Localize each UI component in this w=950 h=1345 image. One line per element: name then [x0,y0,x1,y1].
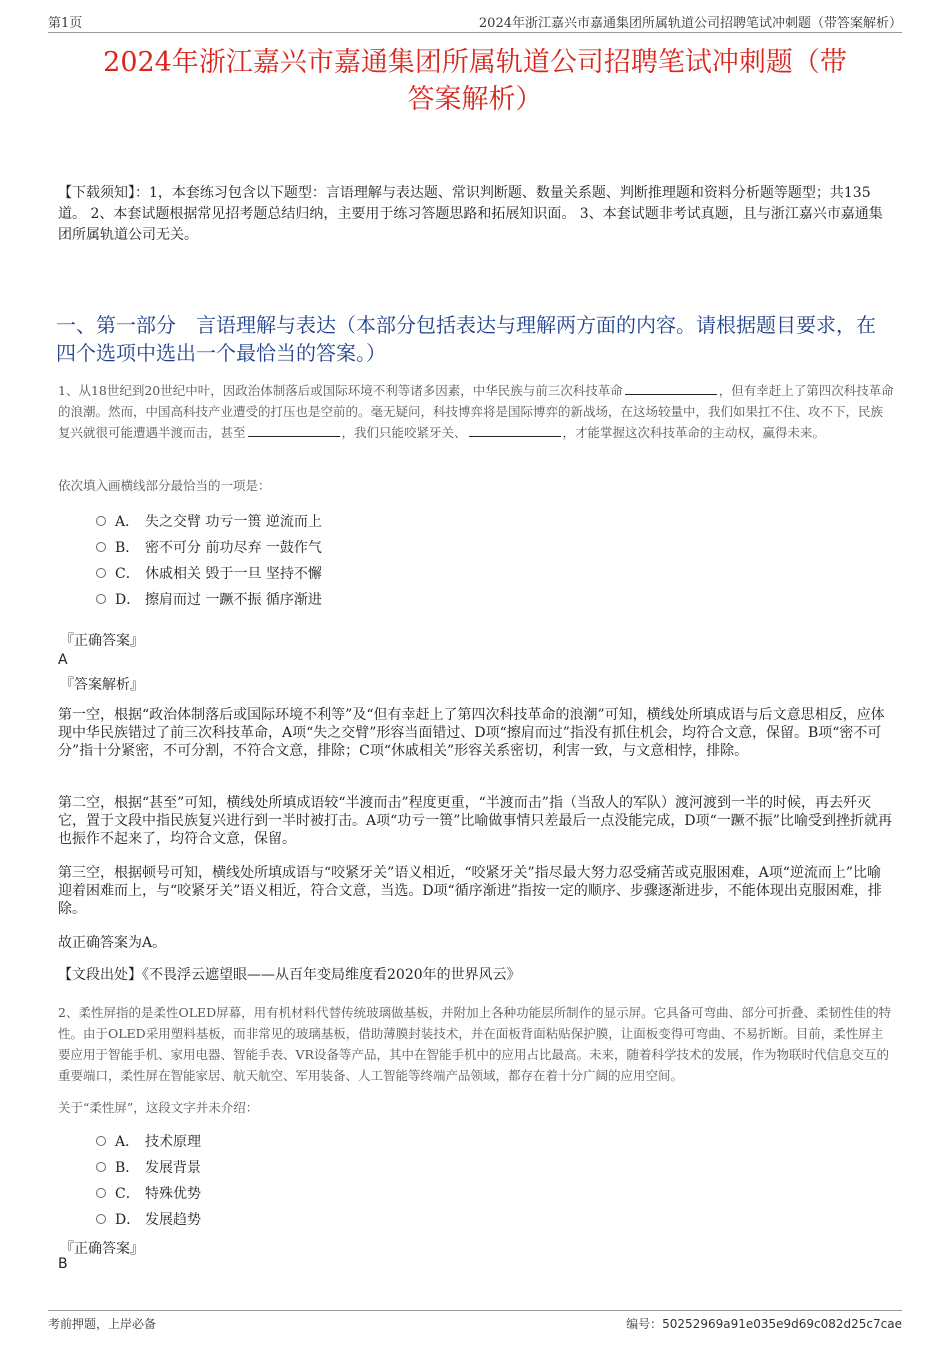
option-d[interactable]: D． 发展趋势 [96,1206,201,1232]
footer-divider [48,1310,902,1311]
analysis-paragraph-2: 第二空，根据“甚至”可知，横线处所填成语较“半渡而击”程度更重，“半渡而击”指（当敌人的军队）渡河渡到一半的时候，再去歼灭它，置于文段中指民族复兴进行到一半时被打击。A项“功亏一篑”比喻做事情只差最后一点没能完成，D项“一蹶不振”比喻受到挫折就再也振作不起来了，均符合文意，保留。 [58,795,892,847]
option-b[interactable]: B． 发展背景 [96,1154,201,1180]
question-2-options [96,1128,201,1232]
radio-icon[interactable] [96,1162,106,1172]
radio-icon[interactable] [96,516,106,526]
radio-icon[interactable] [96,1188,106,1198]
option-b[interactable]: B． 密不可分 前功尽弃 一鼓作气 [96,534,322,560]
radio-icon[interactable] [96,1214,106,1224]
title-line-2: 答案解析） [407,84,543,115]
fill-blank [469,423,561,437]
question-2-prompt: 关于“柔性屏”，这段文字并未介绍： [58,1100,259,1115]
radio-icon[interactable] [96,568,106,578]
question-2-stem: 2、柔性屏指的是柔性OLED屏幕，用有机材料代替传统玻璃做基板，并附加上各种功能层所制作的显示屏。它具备可弯曲、部分可折叠、柔韧性佳的特性。由于OLED采用塑料基板，而非常见的玻璃基板，借助薄膜封装技术，并在面板背面粘贴保护膜，让面板变得可弯曲、不易折断。目前，柔性屏主要应用于智能手机、家用电器、智能手表、VR设备等产品，其中在智能手机中的应用占比最高。未来，随着科学技术的发展，作为物联时代信息交互的重要端口，柔性屏在智能家居、航天航空、军用装备、人工智能等终端产品领域，都存在着十分广阔的应用空间。 [58,1005,892,1083]
title-line-1: 2024年浙江嘉兴市嘉通集团所属轨道公司招聘笔试冲刺题（带 [103,47,847,78]
analysis-paragraph-1: 第一空，根据“政治体制落后或国际环境不利等”及“但有幸赶上了第四次科技革命的浪潮”可知，横线处所填成语与后文意思相反，应体现中华民族错过了前三次科技革命，A项“失之交臂”形容当面错过、D项“擦肩而过”指没有抓住机会，均符合文意，保留。B项“密不可分”指十分紧密，不可分割，不符合文意，排除；C项“休戚相关”形容关系密切，利害一致，与文意相悖，排除。 [58,707,885,759]
radio-icon[interactable] [96,542,106,552]
analysis-label: 『答案解析』 [60,677,144,693]
correct-answer-label: 『正确答案』 [60,1241,144,1257]
footer-slogan: 考前押题，上岸必备 [48,1317,157,1331]
source-citation: 【文段出处】《不畏浮云遮望眼——从百年变局维度看2020年的世界风云》 [58,967,521,983]
question-1-stem: 1、从18世纪到20世纪中叶，因政治体制落后或国际环境不利等诸多因素，中华民族与前三次科技革命 ，但有幸赶上了第四次科技革命的浪潮。然而，中国高科技产业遭受的打压也是空前的。毫无疑问，科技博弈将是国际博弈的新战场，在这场较量中，我们如果扛不住、攻不下，民族复兴就很可能遭遇半渡而击，甚至 ，我们只能咬紧牙关、 ，才能掌握这次科技革命的主动权，赢得未来。 [58,383,894,440]
option-c[interactable]: C． 休戚相关 毁于一旦 坚持不懈 [96,560,322,586]
option-d[interactable]: D． 擦肩而过 一蹶不振 循序渐进 [96,586,322,612]
radio-icon[interactable] [96,1136,106,1146]
analysis-paragraph-3: 第三空，根据顿号可知，横线处所填成语与“咬紧牙关”语义相近，“咬紧牙关”指尽最大努力忍受痛苦或克服困难，A项“逆流而上”比喻迎着困难而上，与“咬紧牙关”语义相近，符合文意，当选。D项“循序渐进”指按一定的顺序、步骤逐渐进步，不能体现出克服困难，排除。 [58,865,882,917]
question-1-options [96,508,322,612]
option-a[interactable]: A． 技术原理 [96,1128,201,1154]
radio-icon[interactable] [96,594,106,604]
download-notice: 【下载须知】：1，本套练习包含以下题型：言语理解与表达题、常识判断题、数量关系题、判断推理题和资料分析题等题型；共135道。 2、本套试题根据常见招考题总结归纳，主要用于练习答题思路和拓展知识面。 3、本套试题非考试真题，且与浙江嘉兴市嘉通集团所属轨道公司无关。 [58,185,883,243]
page-title [48,44,902,118]
fill-blank [625,381,717,395]
correct-answer-value: B [58,1256,68,1272]
section-heading: 一、第一部分 言语理解与表达（本部分包括表达与理解两方面的内容。请根据题目要求，在四个选项中选出一个最恰当的答案。） [56,313,876,365]
footer-code: 编号：50252969a91e035e9d69c082d25c7cae [626,1317,902,1331]
option-a[interactable]: A． 失之交臂 功亏一篑 逆流而上 [96,508,322,534]
page-number: 第1页 [48,16,83,31]
header-doc-title: 2024年浙江嘉兴市嘉通集团所属轨道公司招聘笔试冲刺题（带答案解析） [478,16,902,31]
correct-answer-value: A [58,652,68,668]
question-1-prompt: 依次填入画横线部分最恰当的一项是： [58,478,271,493]
option-c[interactable]: C． 特殊优势 [96,1180,201,1206]
header-divider [48,32,902,33]
analysis-conclusion: 故正确答案为A。 [58,935,167,951]
correct-answer-label: 『正确答案』 [60,633,144,649]
fill-blank [248,423,340,437]
